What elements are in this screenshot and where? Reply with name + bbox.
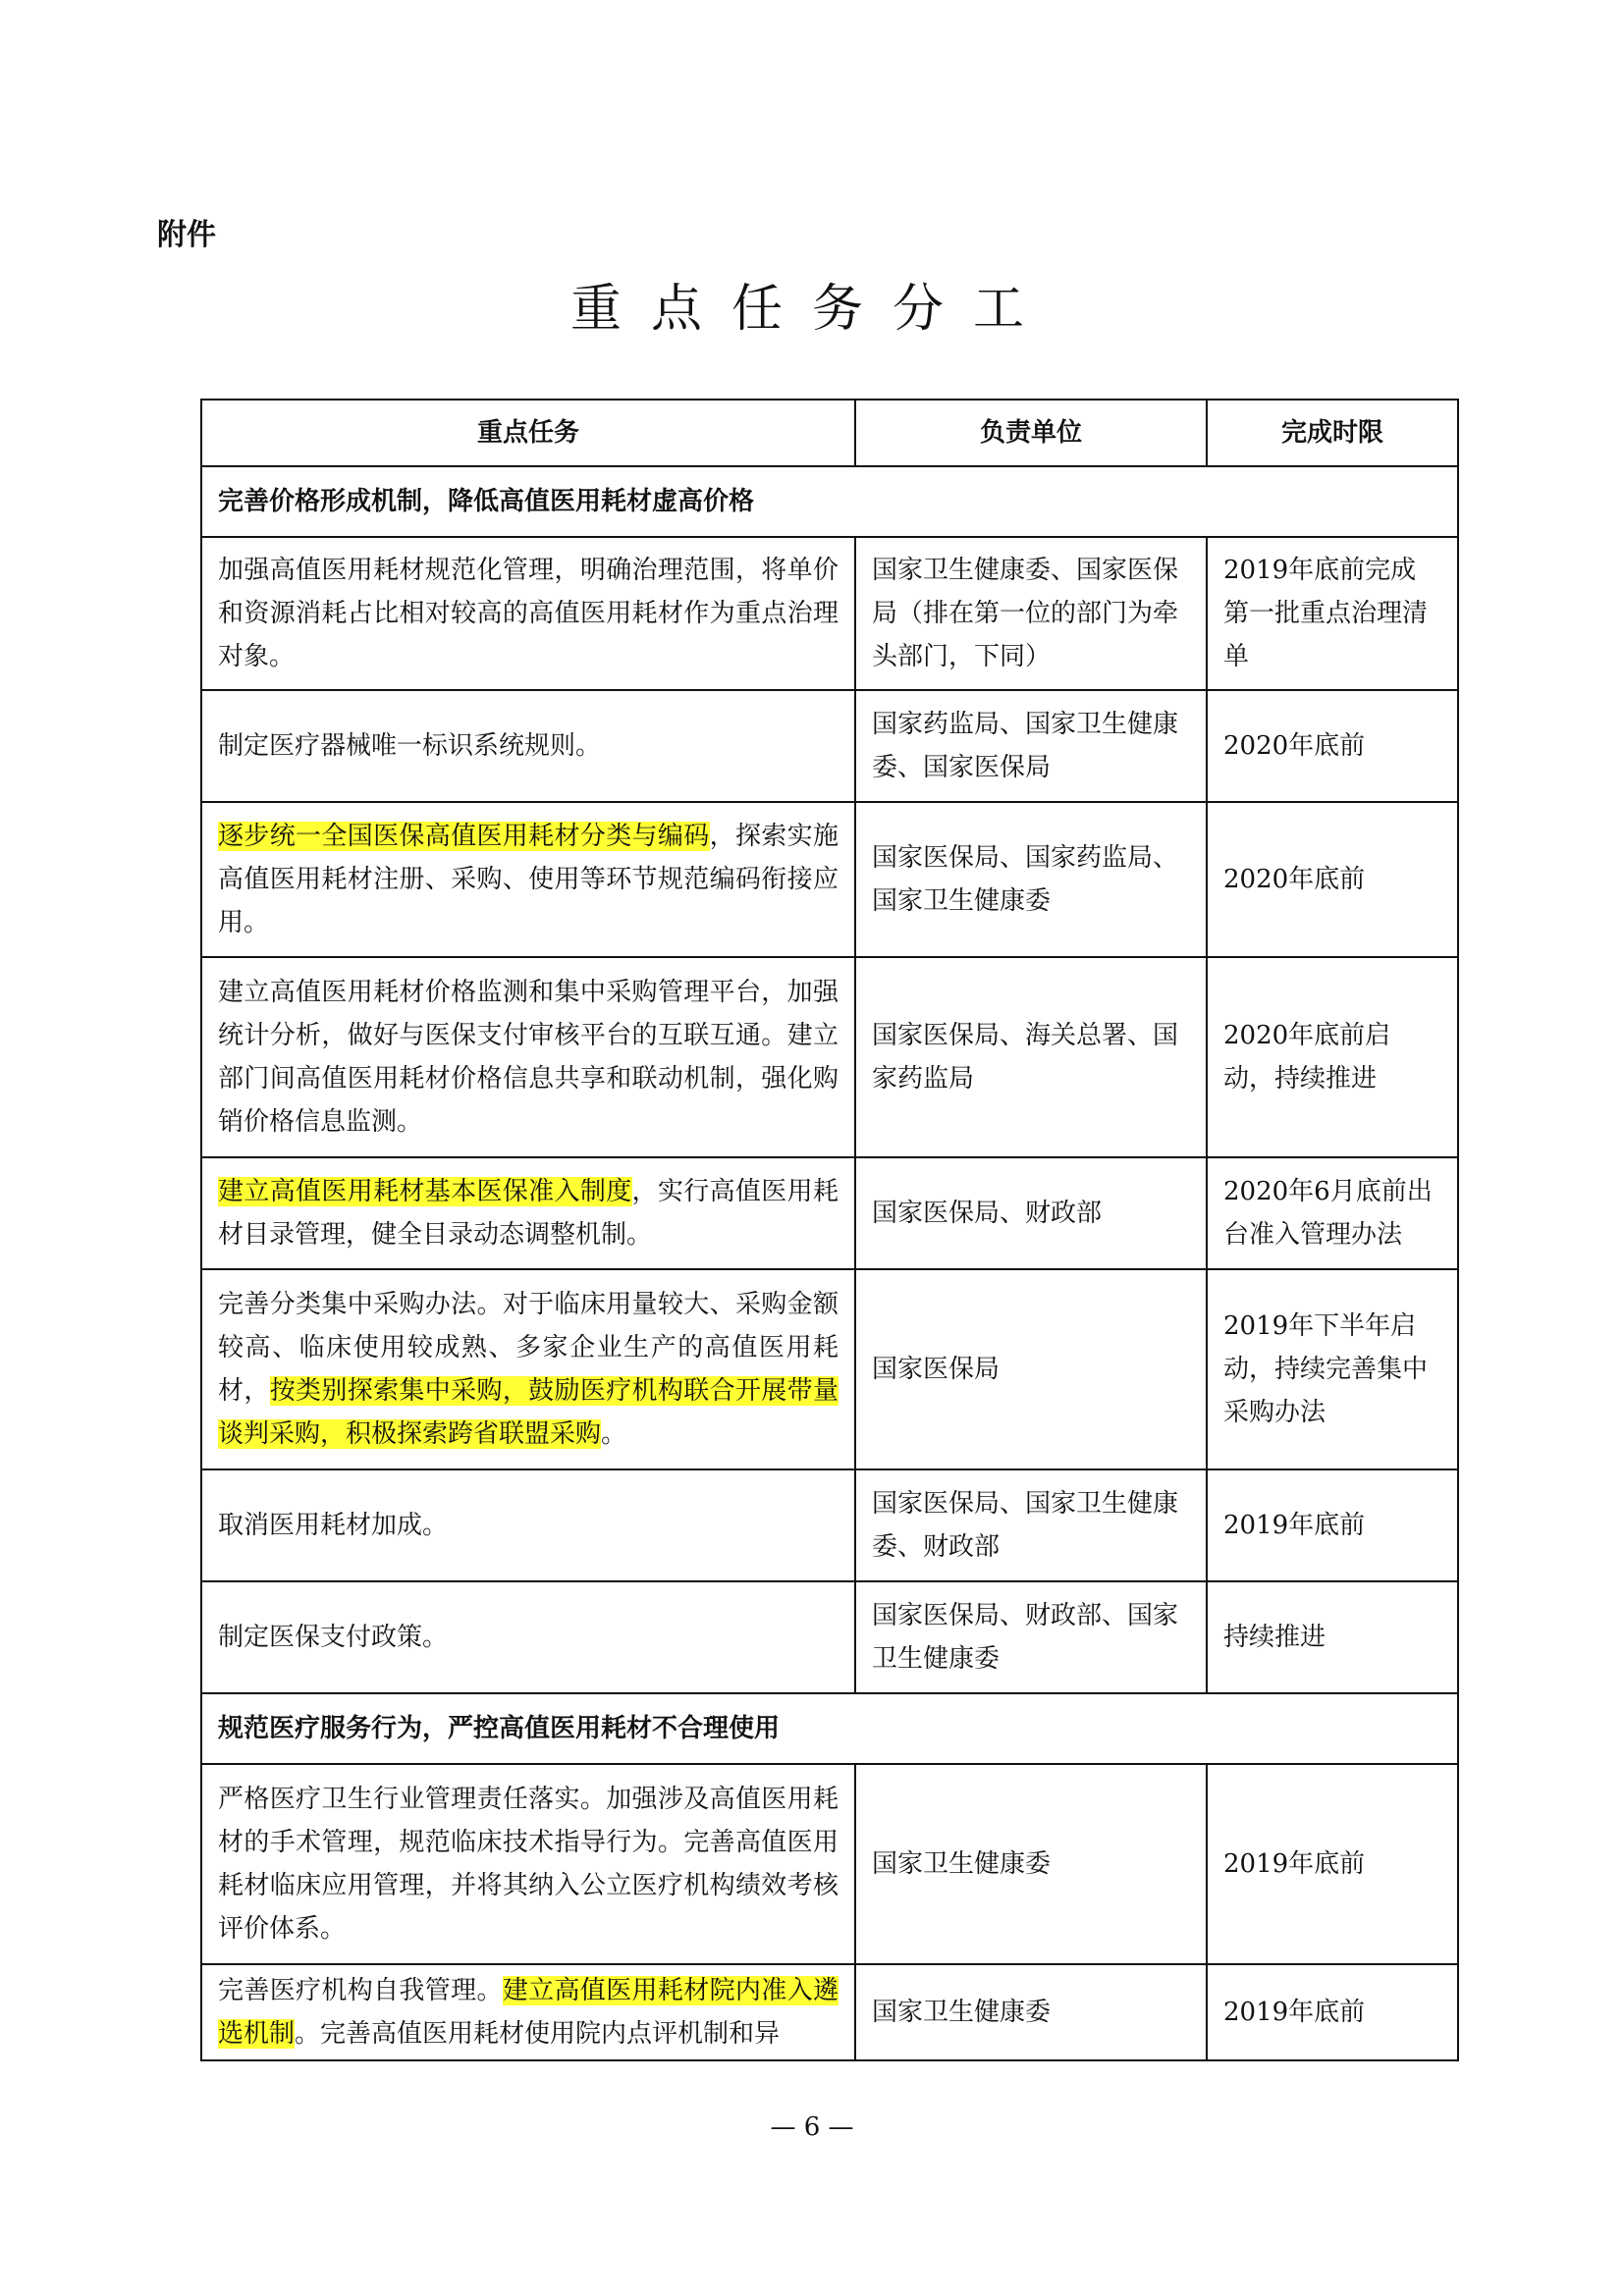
task-cell: 完善医疗机构自我管理。建立高值医用耗材院内准入遴选机制。完善高值医用耗材使用院内点评机制和异 <box>201 1964 855 2060</box>
highlighted-text: 建立高值医用耗材基本医保准入制度 <box>218 1177 632 1206</box>
deadline-cell: 2019年底前 <box>1207 1764 1458 1964</box>
table-row <box>201 690 1458 802</box>
deadline-cell: 2020年底前 <box>1207 802 1458 957</box>
task-cell: 建立高值医用耗材基本医保准入制度，实行高值医用耗材目录管理，健全目录动态调整机制。 <box>201 1157 855 1269</box>
table-row <box>201 537 1458 690</box>
page-title: 重点任务分工 <box>569 280 1054 339</box>
task-table <box>200 399 1459 2061</box>
table-row <box>201 1581 1458 1693</box>
task-cell: 完善分类集中采购办法。对于临床用量较大、采购金额较高、临床使用较成熟、多家企业生产的高值医用耗材，按类别探索集中采购，鼓励医疗机构联合开展带量谈判采购，积极探索跨省联盟采购。 <box>201 1269 855 1469</box>
task-cell: 制定医保支付政策。 <box>201 1581 855 1693</box>
deadline-cell: 持续推进 <box>1207 1581 1458 1693</box>
task-cell: 取消医用耗材加成。 <box>201 1469 855 1581</box>
deadline-cell: 2020年底前启动，持续推进 <box>1207 957 1458 1157</box>
unit-cell: 国家卫生健康委 <box>855 1764 1207 1964</box>
deadline-cell: 2019年底前完成第一批重点治理清单 <box>1207 537 1458 690</box>
attachment-label: 附件 <box>157 218 216 252</box>
highlighted-text: 按类别探索集中采购，鼓励医疗机构联合开展带量谈判采购，积极探索跨省联盟采购 <box>218 1376 839 1449</box>
header-unit: 负责单位 <box>855 400 1207 466</box>
table-row <box>201 957 1458 1157</box>
unit-cell: 国家卫生健康委 <box>855 1964 1207 2060</box>
section-heading: 规范医疗服务行为，严控高值医用耗材不合理使用 <box>201 1693 1458 1764</box>
table-row <box>201 1964 1458 2060</box>
table-row <box>201 802 1458 957</box>
unit-cell: 国家卫生健康委、国家医保局（排在第一位的部门为牵头部门，下同） <box>855 537 1207 690</box>
table-row <box>201 1269 1458 1469</box>
table-row <box>201 1764 1458 1964</box>
table-row <box>201 1469 1458 1581</box>
deadline-cell: 2020年6月底前出台准入管理办法 <box>1207 1157 1458 1269</box>
table-header-row <box>201 400 1458 466</box>
deadline-cell: 2019年下半年启动，持续完善集中采购办法 <box>1207 1269 1458 1469</box>
table-row <box>201 1157 1458 1269</box>
unit-cell: 国家医保局 <box>855 1269 1207 1469</box>
unit-cell: 国家医保局、财政部 <box>855 1157 1207 1269</box>
header-task: 重点任务 <box>201 400 855 466</box>
task-cell: 建立高值医用耗材价格监测和集中采购管理平台，加强统计分析，做好与医保支付审核平台的互联互通。建立部门间高值医用耗材价格信息共享和联动机制，强化购销价格信息监测。 <box>201 957 855 1157</box>
task-cell: 逐步统一全国医保高值医用耗材分类与编码，探索实施高值医用耗材注册、采购、使用等环节规范编码衔接应用。 <box>201 802 855 957</box>
section-heading-row <box>201 1693 1458 1764</box>
deadline-cell: 2019年底前 <box>1207 1964 1458 2060</box>
unit-cell: 国家医保局、财政部、国家卫生健康委 <box>855 1581 1207 1693</box>
section-heading: 完善价格形成机制，降低高值医用耗材虚高价格 <box>201 466 1458 537</box>
task-cell: 制定医疗器械唯一标识系统规则。 <box>201 690 855 802</box>
deadline-cell: 2020年底前 <box>1207 690 1458 802</box>
highlighted-text: 建立高值医用耗材院内准入遴选机制 <box>218 1976 839 2049</box>
task-cell: 严格医疗卫生行业管理责任落实。加强涉及高值医用耗材的手术管理，规范临床技术指导行为。完善高值医用耗材临床应用管理，并将其纳入公立医疗机构绩效考核评价体系。 <box>201 1764 855 1964</box>
page-number: — 6 — <box>770 2112 854 2142</box>
unit-cell: 国家医保局、国家药监局、国家卫生健康委 <box>855 802 1207 957</box>
task-cell: 加强高值医用耗材规范化管理，明确治理范围，将单价和资源消耗占比相对较高的高值医用耗材作为重点治理对象。 <box>201 537 855 690</box>
unit-cell: 国家医保局、国家卫生健康委、财政部 <box>855 1469 1207 1581</box>
header-deadline: 完成时限 <box>1207 400 1458 466</box>
deadline-cell: 2019年底前 <box>1207 1469 1458 1581</box>
unit-cell: 国家药监局、国家卫生健康委、国家医保局 <box>855 690 1207 802</box>
section-heading-row <box>201 466 1458 537</box>
unit-cell: 国家医保局、海关总署、国家药监局 <box>855 957 1207 1157</box>
highlighted-text: 逐步统一全国医保高值医用耗材分类与编码 <box>218 822 710 851</box>
